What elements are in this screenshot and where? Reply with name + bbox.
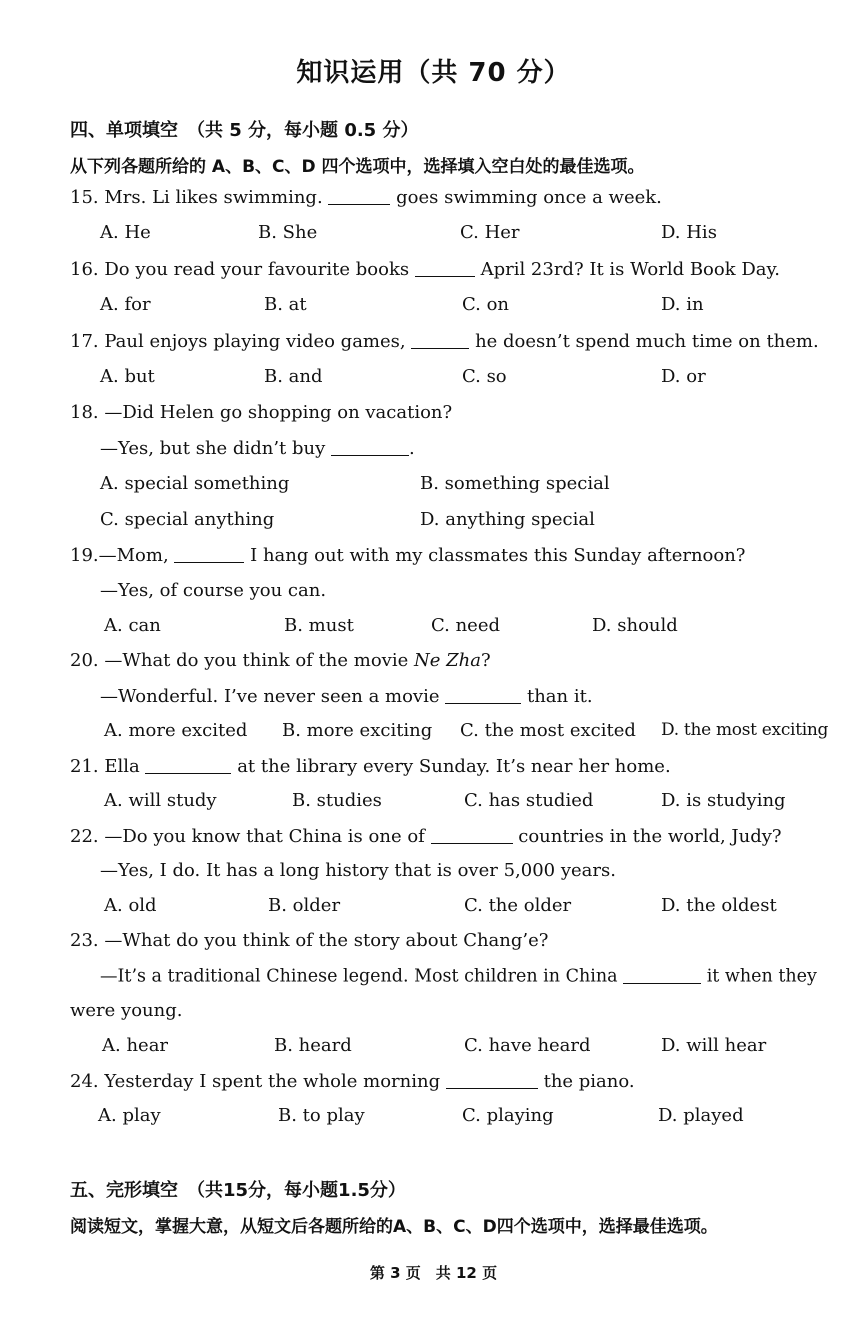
q22-option-c: C. the older	[464, 895, 572, 916]
question-16: 16. Do you read your favourite books April 23rd? It is World Book Day.	[70, 259, 781, 280]
q24-option-a: A. play	[98, 1105, 161, 1126]
q23-option-a: A. hear	[102, 1035, 169, 1056]
question-22-reply: —Yes, I do. It has a long history that is over 5,000 years.	[100, 860, 616, 881]
answer-blank	[446, 1070, 538, 1089]
q21-option-b: B. studies	[292, 790, 382, 811]
q20-option-c: C. the most excited	[460, 720, 636, 741]
q15-option-a: A. He	[100, 222, 151, 243]
section-5-heading: 五、完形填空 （共15分，每小题1.5分）	[70, 1180, 406, 1201]
q19-option-c: C. need	[431, 615, 500, 636]
page-title: 知识运用（共 70 分）	[296, 58, 571, 88]
q21-option-d: D. is studying	[661, 790, 786, 811]
section-4-heading: 四、单项填空 （共 5 分，每小题 0.5 分）	[70, 120, 419, 141]
page-number: 第 3 页 共 12 页	[369, 1264, 498, 1282]
q16-option-c: C. on	[462, 294, 510, 315]
q22-option-d: D. the oldest	[661, 895, 777, 916]
q24-option-d: D. played	[658, 1105, 744, 1126]
answer-blank	[415, 258, 475, 277]
section-5-instruction: 阅读短文，掌握大意，从短文后各题所给的A、B、C、D四个选项中，选择最佳选项。	[70, 1217, 718, 1237]
q18-option-b: B. something special	[420, 473, 610, 494]
question-18: 18. —Did Helen go shopping on vacation?	[70, 402, 453, 423]
answer-blank	[431, 825, 513, 844]
answer-blank	[328, 186, 390, 205]
q18-option-a: A. special something	[100, 473, 290, 494]
question-18-reply: —Yes, but she didn’t buy .	[100, 438, 415, 459]
question-20: 20. —What do you think of the movie Ne Zha?	[70, 650, 491, 671]
q22-option-b: B. older	[268, 895, 341, 916]
question-23-reply-continued: were young.	[70, 1000, 183, 1021]
q24-option-b: B. to play	[278, 1105, 365, 1126]
q18-option-d: D. anything special	[420, 509, 595, 530]
q20-option-d: D. the most exciting	[661, 720, 829, 740]
q21-option-c: C. has studied	[464, 790, 594, 811]
answer-blank	[445, 685, 521, 704]
question-21: 21. Ella at the library every Sunday. It’s near her home.	[70, 756, 671, 777]
question-23: 23. —What do you think of the story about Chang’e?	[70, 930, 549, 951]
question-17: 17. Paul enjoys playing video games, he doesn’t spend much time on them.	[70, 331, 819, 352]
section-4-instruction: 从下列各题所给的 A、B、C、D 四个选项中，选择填入空白处的最佳选项。	[70, 157, 645, 177]
question-22: 22. —Do you know that China is one of countries in the world, Judy?	[70, 826, 782, 847]
q23-option-b: B. heard	[274, 1035, 352, 1056]
question-24: 24. Yesterday I spent the whole morning the piano.	[70, 1071, 635, 1092]
q19-option-a: A. can	[104, 615, 161, 636]
q16-option-a: A. for	[100, 294, 151, 315]
question-19: 19.—Mom, I hang out with my classmates this Sunday afternoon?	[70, 545, 746, 566]
q21-option-a: A. will study	[104, 790, 217, 811]
question-20-reply: —Wonderful. I’ve never seen a movie than it.	[100, 686, 593, 707]
q15-option-c: C. Her	[460, 222, 520, 243]
movie-title: Ne Zha	[413, 650, 481, 671]
answer-blank	[411, 330, 469, 349]
answer-blank	[331, 437, 409, 456]
q22-option-a: A. old	[104, 895, 157, 916]
q16-option-b: B. at	[264, 294, 307, 315]
q23-option-d: D. will hear	[661, 1035, 767, 1056]
q23-option-c: C. have heard	[464, 1035, 591, 1056]
q17-option-d: D. or	[661, 366, 706, 387]
answer-blank	[623, 965, 701, 984]
q15-option-d: D. His	[661, 222, 717, 243]
q19-option-d: D. should	[592, 615, 678, 636]
question-15: 15. Mrs. Li likes swimming. goes swimming once a week.	[70, 187, 662, 208]
q20-option-b: B. more exciting	[282, 720, 433, 741]
q19-option-b: B. must	[284, 615, 354, 636]
q16-option-d: D. in	[661, 294, 704, 315]
answer-blank	[145, 755, 231, 774]
question-23-reply: —It’s a traditional Chinese legend. Most children in China it when they	[100, 966, 817, 987]
q17-option-b: B. and	[264, 366, 323, 387]
q18-option-c: C. special anything	[100, 509, 275, 530]
answer-blank	[174, 544, 244, 563]
q20-option-a: A. more excited	[104, 720, 248, 741]
q15-option-b: B. She	[258, 222, 318, 243]
q24-option-c: C. playing	[462, 1105, 554, 1126]
q17-option-c: C. so	[462, 366, 507, 387]
q17-option-a: A. but	[100, 366, 155, 387]
question-19-reply: —Yes, of course you can.	[100, 580, 327, 601]
